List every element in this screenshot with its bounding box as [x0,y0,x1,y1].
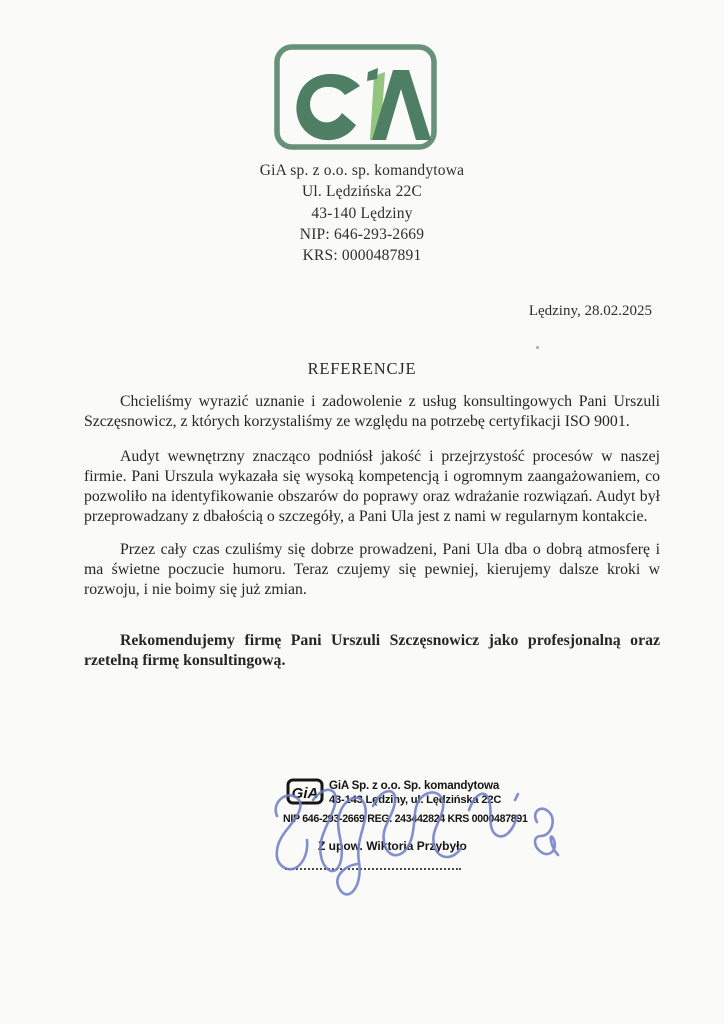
letter-body [84,392,660,685]
scan-speck [536,346,539,349]
company-stamp [283,778,528,870]
stamp-address: 43-143 Lędziny, ul. Lędzińska 22C [329,794,502,806]
company-name: GiA sp. z o.o. sp. komandytowa [259,162,465,179]
gia-logo [274,44,437,150]
svg-text:GiA: GiA [291,785,319,802]
company-city: 43-140 Lędziny [311,204,413,222]
stamp-registration-numbers: NIP 646-293-2669 REG. 243442824 KRS 0000487891 [283,813,528,825]
document-title: REFERENCJE [307,359,417,378]
stamp-gia-logo-graphic [286,778,324,805]
company-street: Ul. Lędzińska 22C [301,183,423,201]
date-line: Lędziny, 28.02.2025 [528,303,652,319]
gia-logo-graphic [274,44,437,150]
stamp-company-name: GiA Sp. z o.o. Sp. komandytowa [329,779,500,792]
company-nip: NIP: 646-293-2669 [299,225,425,243]
company-header [0,160,724,266]
company-krs: KRS: 0000487891 [302,247,422,265]
stamp-authorized-person: Z upow. Wiktoria Przybyło [318,839,467,853]
paragraph-intro: Chcieliśmy wyrazić uznanie i zadowolenie z usług konsultingowych Pani Urszuli Szczęsnowicz, z których korzystaliśmy ze względu na potrzebę certyfikacji ISO 9001. [84,393,660,431]
paragraph-recommendation: Rekomendujemy firmę Pani Urszuli Szczęsnowicz jako profesjonalną oraz rzetelną firmę konsultingową. [84,631,660,669]
stamp-gia-logo [286,778,324,810]
signature-dotted-line [285,868,461,870]
paragraph-audit: Audyt wewnętrzny znacząco podniósł jakość i przejrzystość procesów w naszej firmie. Pani Urszula wykazała się wysoką kompetencją i ogromnym zaangażowaniem, co pozwoliło na identyfikowanie obszarów do poprawy oraz wdrażanie rozwiązań. Audyt był przeprowadzany z dbałością o szczegóły, a Pani Ula jest z nami w regularnym kontakcie. [84,447,660,526]
paragraph-experience: Przez cały czas czuliśmy się dobrze prowadzeni, Pani Ula dba o dobrą atmosferę i ma świetne poczucie humoru. Teraz czujemy się pewniej, kierujemy dalsze kroki w rozwoju, i nie boimy się już zmian. [84,540,660,599]
